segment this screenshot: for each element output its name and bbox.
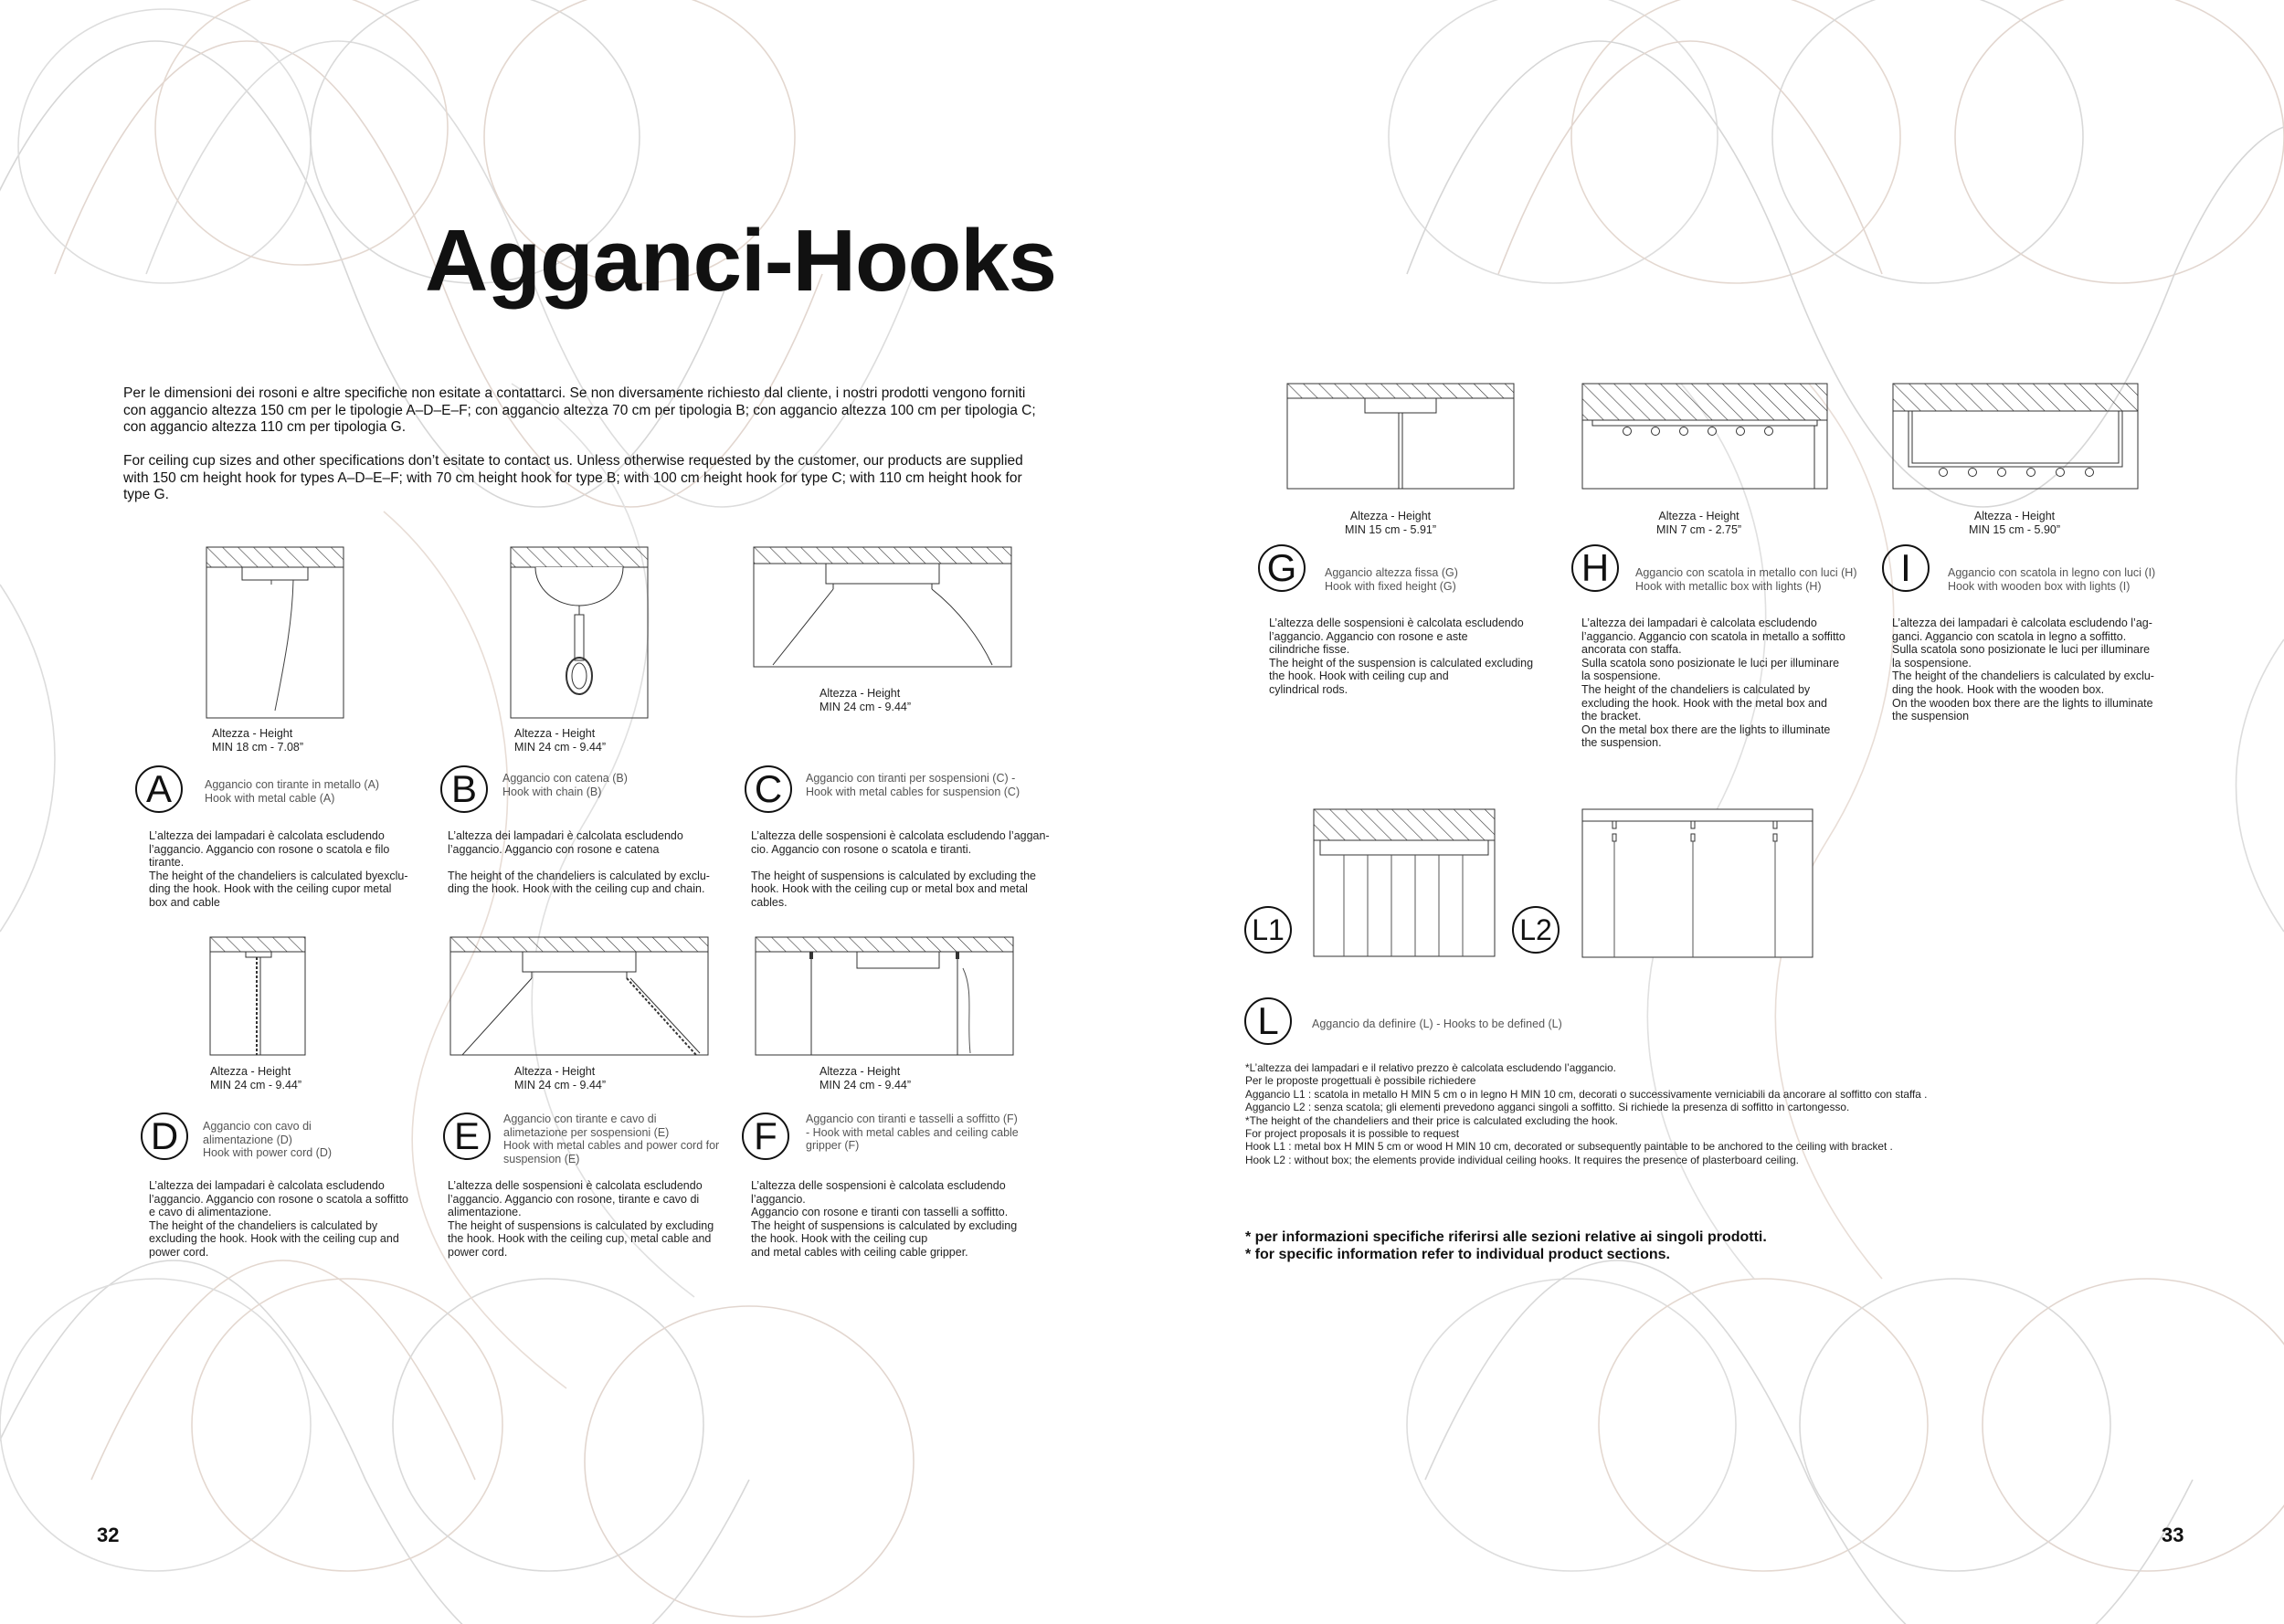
- hook-c-text: L’altezza delle sospensioni è calcolata escludendo l’aggan- cio. Aggancio con rosone o scatola e tiranti. The height of suspensions is calculated by excluding the hook. Hook with the ceiling cup or metal box and metal cables.: [751, 829, 1050, 909]
- hook-a-text: L’altezza dei lampadari è calcolata escludendo l’aggancio. Aggancio con rosone o scatola e filo tirante. The height of the chandeliers is calculated byexclu- ding the hook. Hook with the ceiling cupor metal box and cable: [149, 829, 408, 909]
- hook-h-diagram: [1581, 383, 1828, 490]
- hook-a-height: Altezza - Height MIN 18 cm - 7.08”: [212, 727, 304, 754]
- hook-b-text: L’altezza dei lampadari è calcolata escludendo l’aggancio. Aggancio con rosone e catena The height of the chandeliers is calculated by exclu- ding the hook. Hook with the ceiling cup and chain.: [448, 829, 710, 896]
- hook-a-diagram: [206, 546, 344, 720]
- hook-l2-diagram: [1581, 808, 1813, 958]
- page-title: Agganci-Hooks: [425, 212, 1057, 310]
- hook-f-text: L’altezza delle sospensioni è calcolata escludendo l’aggancio. Aggancio con rosone e tiranti con tasselli a soffitto. The height of suspensions is calculated by excluding the hook. Hook with the ceiling cup and metal cables with ceiling cable gripper.: [751, 1179, 1018, 1259]
- hook-g-label: Aggancio altezza fissa (G) Hook with fixed height (G): [1325, 566, 1458, 593]
- hook-f-height: Altezza - Height MIN 24 cm - 9.44”: [819, 1065, 912, 1091]
- hook-c-letter: C: [745, 765, 792, 813]
- hook-c-diagram: [753, 546, 1012, 669]
- intro-italian: Per le dimensioni dei rosoni e altre specifiche non esitate a contattarci. Se non diversamente richiesto dal cliente, i nostri prodotti vengono forniti con aggancio altezza 150 cm per le tipologie A–D–E–F; con aggancio altezza 70 cm per tipologia B; con aggancio altezza 100 cm per tipologia C; con aggancio altezza 110 cm per tipologia G.: [123, 385, 1036, 435]
- hook-l1-letter: L1: [1244, 906, 1292, 954]
- hook-i-diagram: [1892, 383, 2139, 490]
- page-number-left: 32: [97, 1524, 120, 1546]
- hook-g-height: Altezza - Height MIN 15 cm - 5.91”: [1345, 510, 1437, 536]
- hook-h-text: L’altezza dei lampadari è calcolata escludendo l’aggancio. Aggancio con scatola in metallo a soffitto ancorata con staffa. Sulla scatola sono posizionate le luci per illuminare la sospensione. The height of the chandeliers is calculated by excluding the hook. Hook with the metal box and the bracket. On the metal box there are the lights to illuminate the suspension.: [1581, 617, 1845, 750]
- hook-l-letter: L: [1244, 997, 1292, 1045]
- hook-e-label: Aggancio con tirante e cavo di alimetazione per sospensioni (E) Hook with metal cables and power cord for suspension (E): [503, 1113, 720, 1165]
- hook-h-letter: H: [1571, 544, 1619, 592]
- hook-e-diagram: [449, 936, 709, 1057]
- hook-l-notes: *L’altezza dei lampadari e il relativo prezzo è calcolata escludendo l’aggancio. Per le proposte progettuali è possibile richiedere Aggancio L1 : scatola in metallo H MIN 5 cm o in legno H MIN 10 cm, decorati o successivamente verniciabili da ancorare al soffitto con staffa . Aggancio L2 : senza scatola; gli elementi prevedono agganci singoli a soffitto. Si richiede la presenza di soffitto in cartongesso. *The height of the chandeliers and their price is calculated excluding the hook. For project proposals it is possible to request Hook L1 : metal box H MIN 5 cm or wood H MIN 10 cm, decorated or subsequently paintable to be anchored to the ceiling with bracket . Hook L2 : without box; the elements provide individual ceiling hooks. It requires the presence of plasterboard ceiling.: [1245, 1061, 1928, 1166]
- hook-e-letter: E: [443, 1113, 491, 1160]
- hook-b-letter: B: [440, 765, 488, 813]
- hook-c-label: Aggancio con tiranti per sospensioni (C) - Hook with metal cables for suspension (C): [806, 772, 1020, 798]
- intro-english: For ceiling cup sizes and other specifications don’t esitate to contact us. Unless otherwise requested by the customer, our products are supplied with 150 cm height hook for types A–D–E–F; with 70 cm height hook for type B; with 100 cm height hook for type C; with 110 cm height hook for type G.: [123, 453, 1023, 502]
- hook-e-height: Altezza - Height MIN 24 cm - 9.44”: [514, 1065, 607, 1091]
- hook-f-letter: F: [742, 1113, 789, 1160]
- hook-e-text: L’altezza delle sospensioni è calcolata escludendo l’aggancio. Aggancio con rosone, tirante e cavo di alimentazione. The height of suspensions is calculated by excluding the hook. Hook with the ceiling cup, metal cable and power cord.: [448, 1179, 714, 1259]
- hook-d-diagram: [209, 936, 306, 1057]
- hook-l1-diagram: [1313, 808, 1496, 958]
- hook-f-diagram: [755, 936, 1014, 1057]
- page-number-right: 33: [2162, 1524, 2184, 1546]
- hook-f-label: Aggancio con tiranti e tasselli a soffitto (F) - Hook with metal cables and ceiling cable gripper (F): [806, 1113, 1019, 1152]
- hook-l-label: Aggancio da definire (L) - Hooks to be defined (L): [1312, 1018, 1562, 1030]
- hook-c-height: Altezza - Height MIN 24 cm - 9.44”: [819, 687, 912, 713]
- hook-g-diagram: [1286, 383, 1515, 490]
- hook-g-letter: G: [1258, 544, 1306, 592]
- hook-l2-letter: L2: [1512, 906, 1560, 954]
- hook-i-letter: I: [1882, 544, 1930, 592]
- hook-i-text: L’altezza dei lampadari è calcolata escludendo l’ag- ganci. Aggancio con scatola in legno a soffitto. Sulla scatola sono posizionate le luci per illuminare la sospensione. The height of the chandeliers is calculated by exclu- ding the hook. Hook with the wooden box. On the wooden box there are the lights to illuminate the suspension: [1892, 617, 2154, 723]
- hook-b-height: Altezza - Height MIN 24 cm - 9.44”: [514, 727, 607, 754]
- hook-i-label: Aggancio con scatola in legno con luci (I) Hook with wooden box with lights (I): [1948, 566, 2156, 593]
- hook-h-height: Altezza - Height MIN 7 cm - 2.75”: [1656, 510, 1742, 536]
- hook-b-label: Aggancio con catena (B) Hook with chain (B): [502, 772, 628, 798]
- hook-d-label: Aggancio con cavo di alimentazione (D) Hook with power cord (D): [203, 1120, 333, 1159]
- hook-a-letter: A: [135, 765, 183, 813]
- hook-b-diagram: [510, 546, 649, 720]
- hook-d-height: Altezza - Height MIN 24 cm - 9.44”: [210, 1065, 302, 1091]
- hook-d-letter: D: [141, 1113, 188, 1160]
- hook-h-label: Aggancio con scatola in metallo con luci (H) Hook with metallic box with lights (H): [1635, 566, 1857, 593]
- hook-d-text: L’altezza dei lampadari è calcolata escludendo l’aggancio. Aggancio con rosone o scatola a soffitto e cavo di alimentazione. The height of the chandeliers is calculated by excluding the hook. Hook with the ceiling cup and power cord.: [149, 1179, 408, 1259]
- footnote: * per informazioni specifiche riferirsi alle sezioni relative ai singoli prodotti. * for specific information refer to individual product sections.: [1245, 1229, 1767, 1262]
- hook-a-label: Aggancio con tirante in metallo (A) Hook with metal cable (A): [205, 778, 380, 805]
- hook-i-height: Altezza - Height MIN 15 cm - 5.90”: [1969, 510, 2061, 536]
- hook-g-text: L’altezza delle sospensioni è calcolata escludendo l’aggancio. Aggancio con rosone e aste cilindriche fisse. The height of the suspension is calculated excluding the hook. Hook with ceiling cup and cylindrical rods.: [1269, 617, 1534, 696]
